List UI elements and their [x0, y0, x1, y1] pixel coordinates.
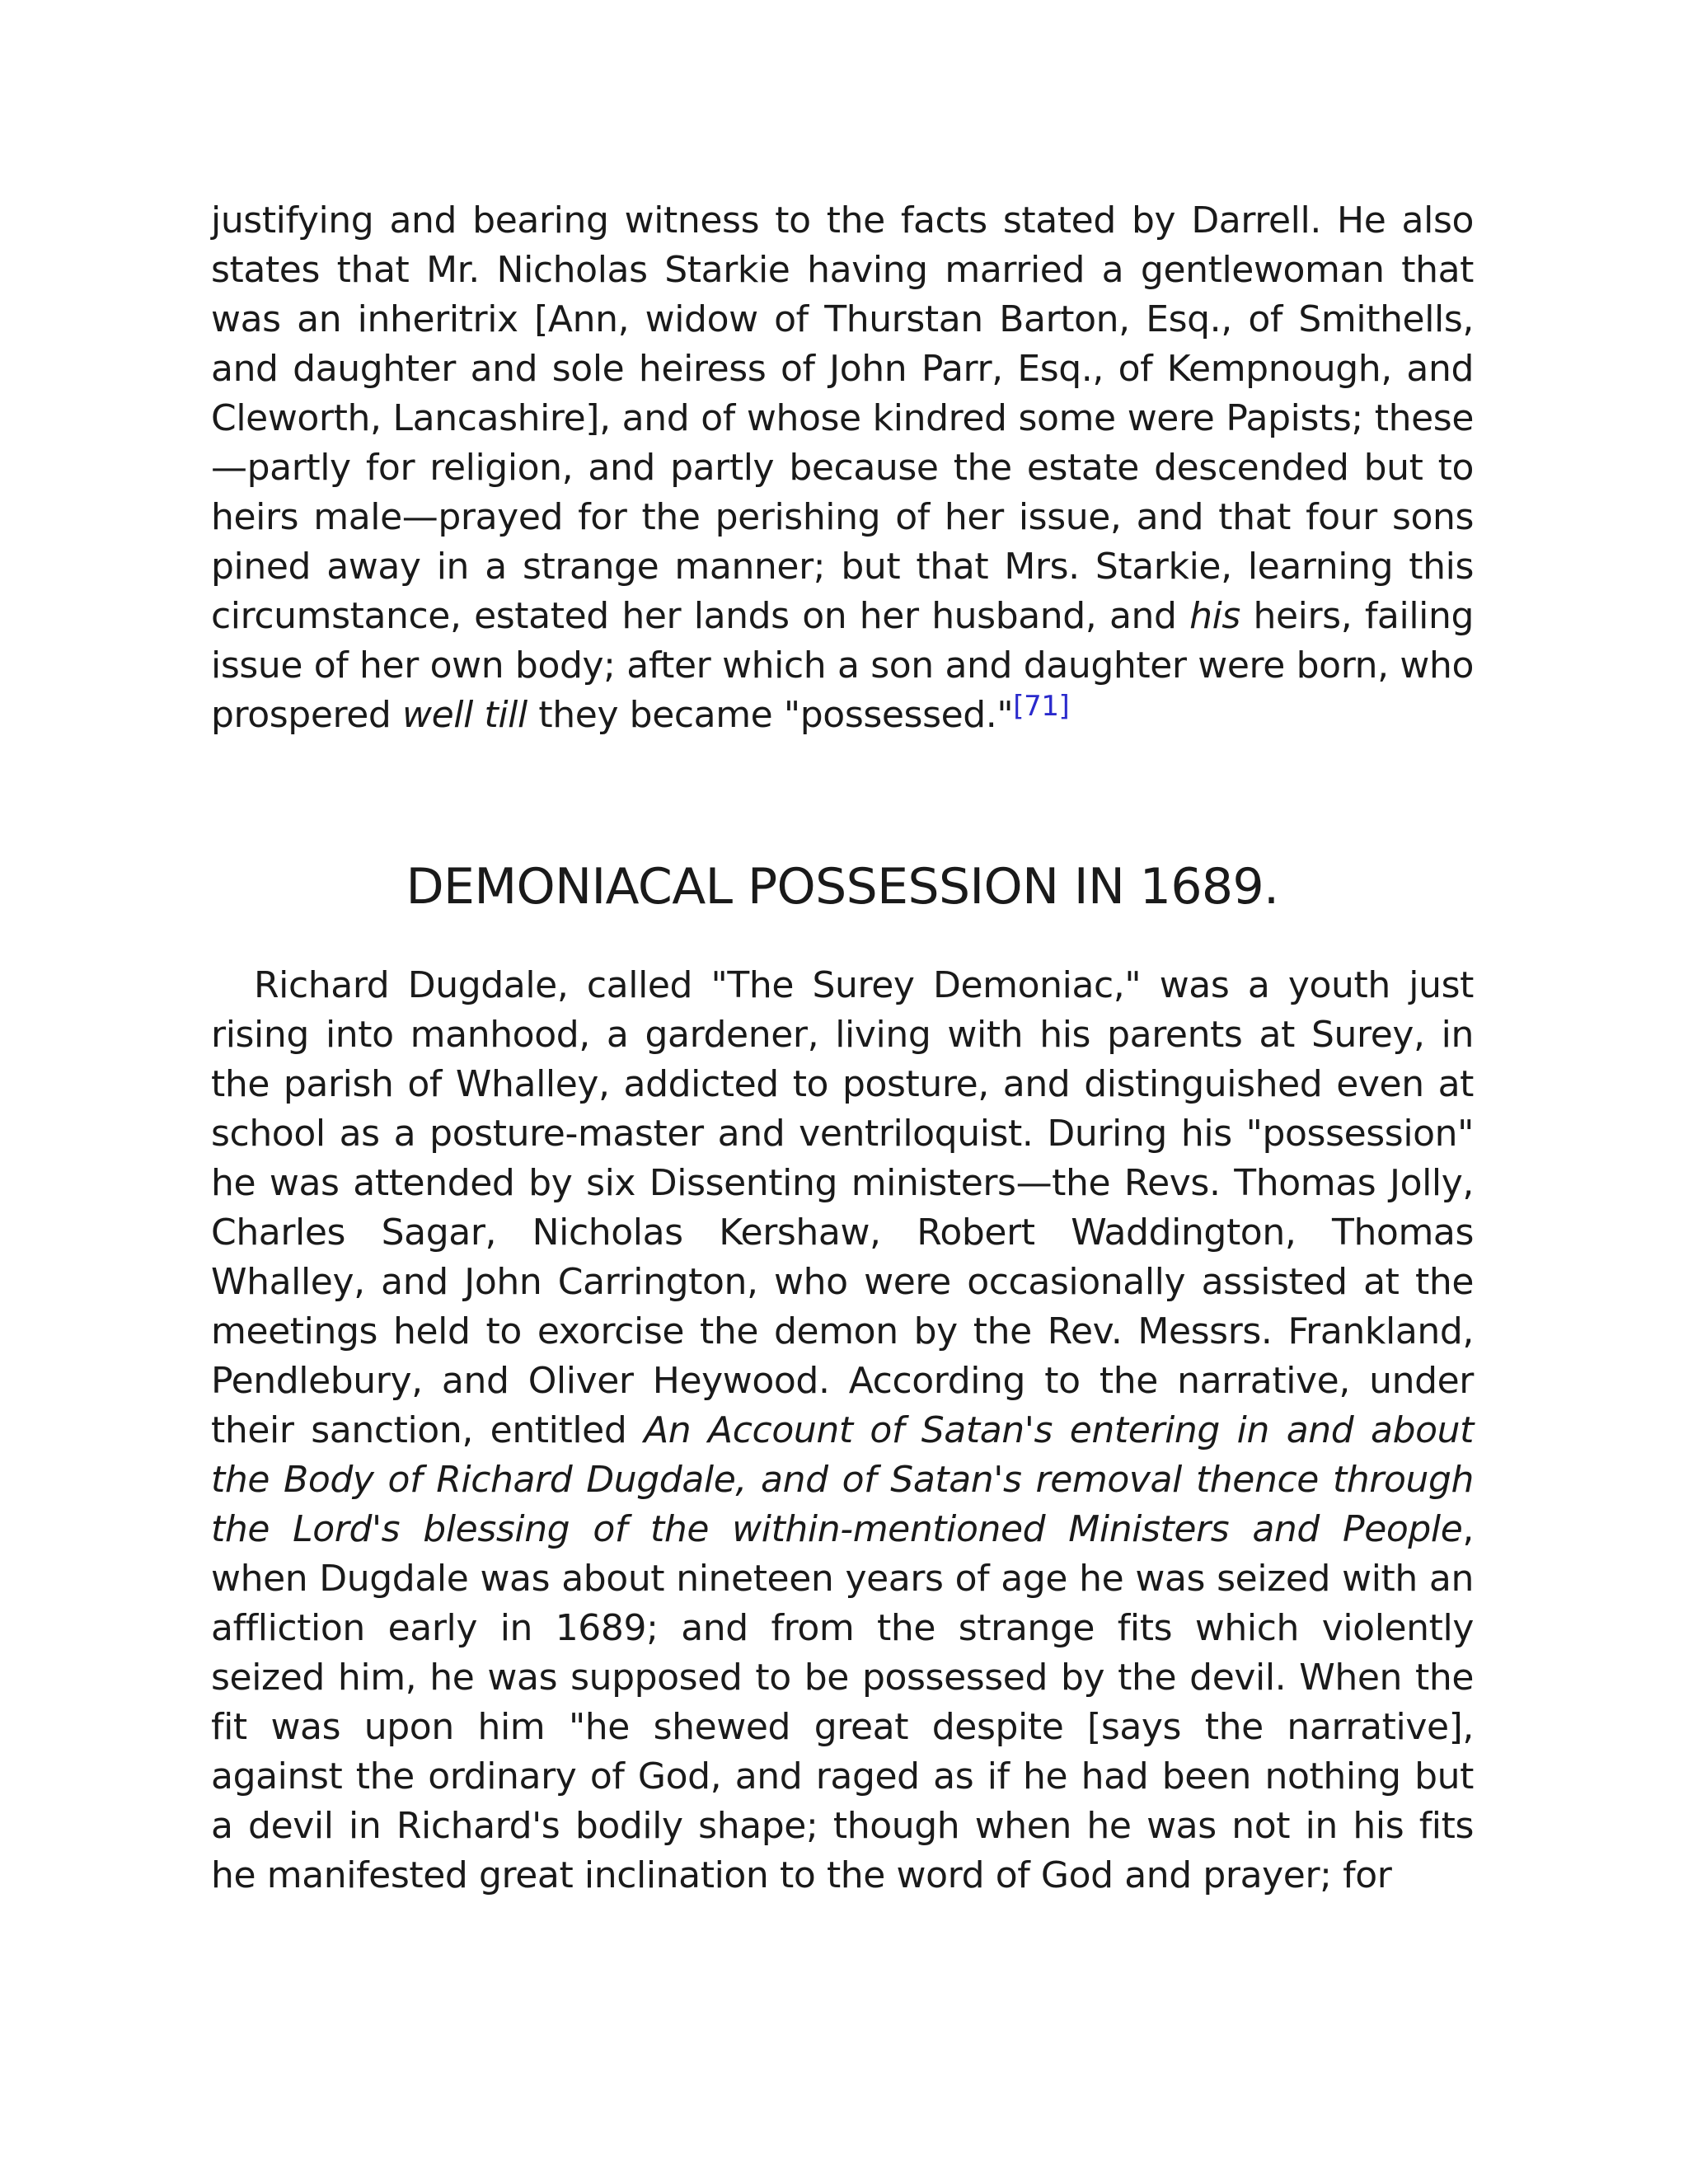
book-title: An Account of Satan's entering in and about the Body of Richard Dugdale, and of Satan's removal thence through the Lord's blessing of the within-mentioned Ministers and People: [211, 1409, 1474, 1550]
paragraph-text: , when Dugdale was about nineteen years of age he was seized with an affliction early in 1689; and from the strange fits which violently seized him, he was supposed to be possessed by the devil. When the fit was upon him "he shewed great despite [says the narrative], against the ordinary of God, and raged as if he had been nothing but a devil in Richard's bodily shape; though when he was not in his fits he manifested great inclination to the word of God and prayer; for: [211, 1508, 1474, 1896]
paragraph-starkie: [211, 196, 1474, 740]
paragraph-text: heirs, failing issue of her own body; after which a son and daughter were born, who prospered: [211, 595, 1474, 736]
italic-text: well till: [402, 694, 528, 736]
paragraph-text: justifying and bearing witness to the facts stated by Darrell. He also states that Mr. Nicholas Starkie having married a gentlewoman that was an inheritrix [Ann, widow of Thurstan Barton, Esq., of Smithells, and daughter and sole heiress of John Parr, Esq., of Kempnough, and Cleworth, Lancashire], and of whose kindred some were Papists; these—partly for religion, and partly because the estate descended but to heirs male—prayed for the perishing of her issue, and that four sons pined away in a strange manner; but that Mrs. Starkie, learning this circumstance, estated her lands on her husband, and: [211, 199, 1474, 637]
paragraph-text: Richard Dugdale, called "The Surey Demoniac," was a youth just rising into manhood, a gardener, living with his parents at Surey, in the parish of Whalley, addicted to posture, and distinguished even at school as a posture-master and ventriloquist. During his "possession" he was attended by six Dissenting ministers—the Revs. Thomas Jolly, Charles Sagar, Nicholas Kershaw, Robert Waddington, Thomas Whalley, and John Carrington, who were occasionally assisted at the meetings held to exorcise the demon by the Rev. Messrs. Frankland, Pendlebury, and Oliver Heywood. According to the narrative, under their sanction, entitled: [211, 964, 1474, 1451]
italic-text: his: [1189, 595, 1240, 637]
paragraph-dugdale: [211, 961, 1474, 1900]
document-page: [211, 196, 1474, 1900]
paragraph-text: they became "possessed.": [527, 694, 1014, 736]
footnote-link-71[interactable]: [71]: [1013, 690, 1070, 723]
section-heading: DEMONIACAL POSSESSION IN 1689.: [406, 858, 1279, 916]
